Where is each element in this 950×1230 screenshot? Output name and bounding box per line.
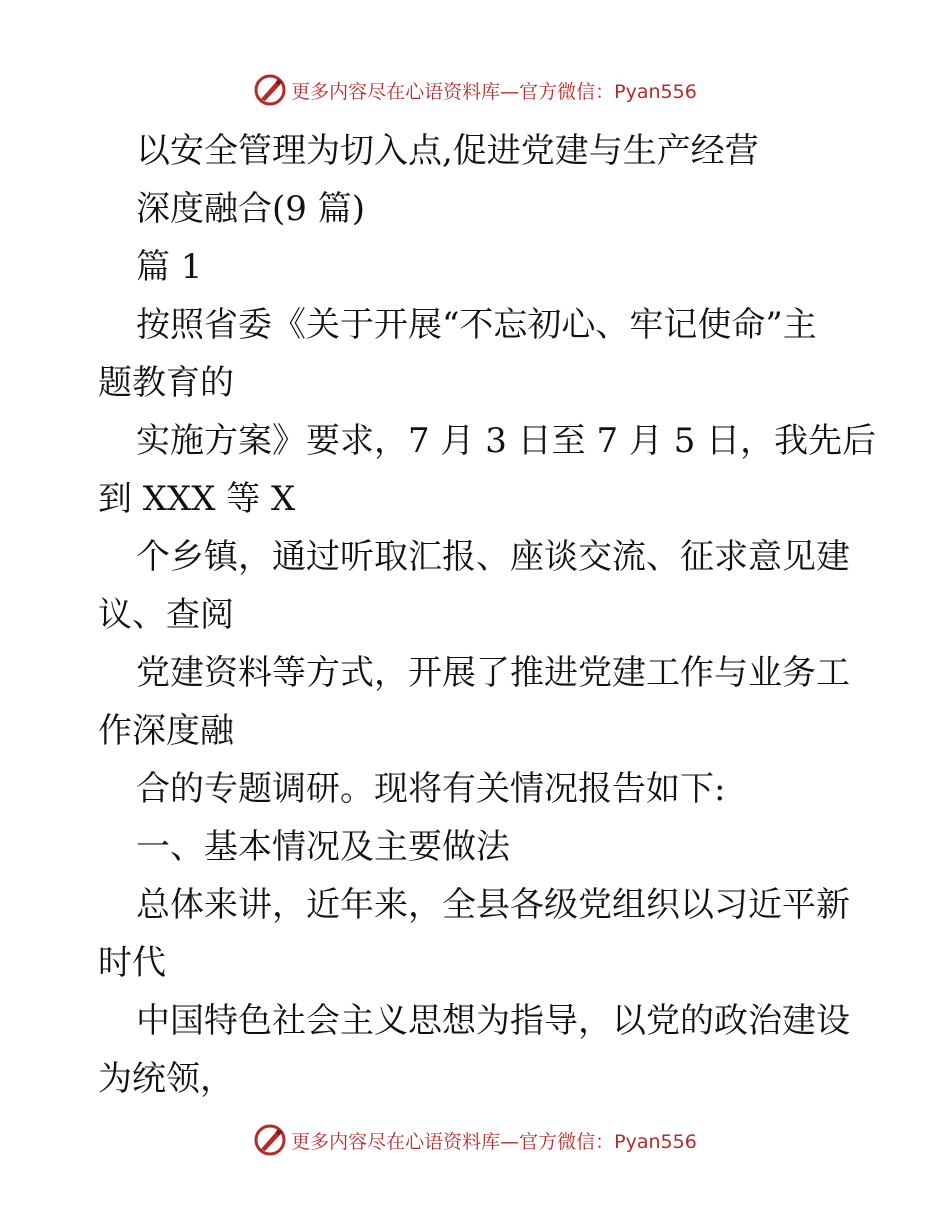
- text-line: 作深度融: [98, 711, 234, 751]
- text-line: 时代: [98, 943, 166, 983]
- text-line: 实施方案》要求，7 月 3 日至 7 月 5 日，我先后: [136, 421, 877, 461]
- text-line: 议、查阅: [98, 595, 234, 635]
- text-line: 合的专题调研。现将有关情况报告如下:: [136, 769, 726, 809]
- text-line: 一、基本情况及主要做法: [136, 827, 510, 867]
- text-line: 党建资料等方式，开展了推进党建工作与业务工: [136, 653, 850, 693]
- text-line: 题教育的: [98, 363, 234, 403]
- document-body: [98, 122, 877, 1108]
- text-line: 按照省委《关于开展“不忘初心、牢记使命”主: [136, 305, 817, 345]
- text-line: 篇 1: [136, 247, 203, 287]
- text-line: 总体来讲，近年来，全县各级党组织以习近平新: [136, 885, 850, 925]
- text-line: 中国特色社会主义思想为指导，以党的政治建设: [136, 1001, 850, 1041]
- watermark-text: 更多内容尽在心语资料库—官方微信：Pyan556: [291, 80, 697, 103]
- text-line: 以安全管理为切入点,促进党建与生产经营: [136, 131, 759, 171]
- text-line: 到 XXX 等 X: [98, 479, 296, 519]
- text-line: 为统领，: [98, 1059, 234, 1099]
- pen-logo-icon: [253, 1123, 287, 1157]
- text-line: 个乡镇，通过听取汇报、座谈交流、征求意见建: [136, 537, 850, 577]
- header-watermark: [0, 70, 950, 110]
- watermark-text: 更多内容尽在心语资料库—官方微信：Pyan556: [291, 1130, 697, 1153]
- text-line: 深度融合(9 篇): [136, 189, 365, 229]
- pen-logo-icon: [253, 73, 287, 107]
- footer-watermark: [0, 1120, 950, 1160]
